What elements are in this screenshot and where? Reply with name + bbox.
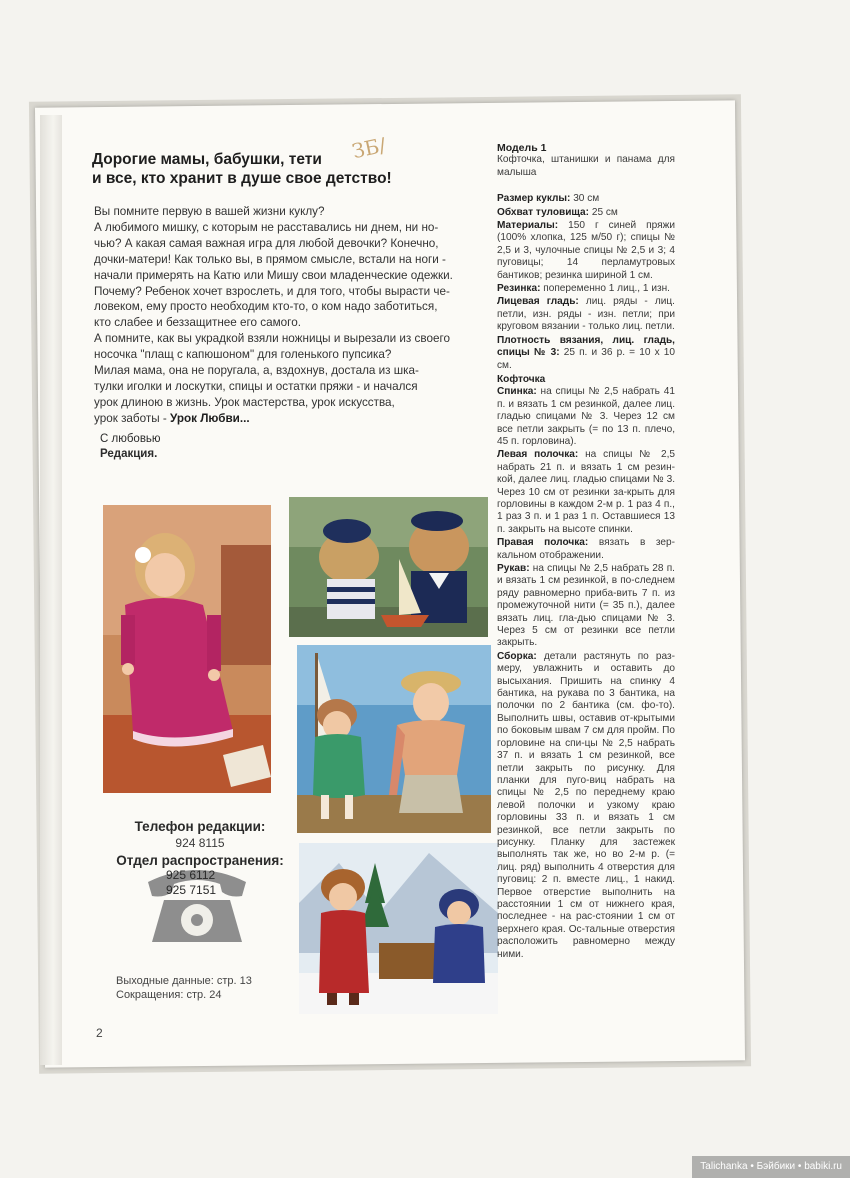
distribution-number-1: 925 6112 [166,868,216,882]
pencil-scribble: ЗБ/ [349,132,389,164]
intro-paragraph-1: Вы помните первую в вашей жизни куклу? А любимого мишку, с которым не расставались ни днем, ни но- чью? А какая самая важная игра для любой девочки? Конечно, дочки-матери! Как только вы, в прямом смысле, встали на ноги - начали примерять на Катю или Мишу свои младенческие одежки. Почему? Ребенок хочет взрослеть, и для того, чтобы вырасти че- ловеком, ему просто необходим кто-то, о ком надо заботиться, кто слабее и беззащитнее его самого. [94,205,453,330]
spec-materials [497,220,675,282]
step-text: на спицы № 2,5 набрать 21 п. и вязать 1 см резин-кой, далее лиц. гладью спицами № 3. Через 10 см от резинки за-крыть для горловины в каждом 2-м р. 1 раз 4 п., 1 раз 3 п. и 1 раз 1 п. Оставшиеся 13 п. закрыть на высоте спинки. [497,449,675,535]
model-title: Модель 1 [497,142,547,154]
spec-gauge [497,335,675,372]
section-cardigan: Кофточка [497,373,546,385]
intro-paragraph-2 [94,331,482,426]
intro-lesson-of-love: Урок Любви... [170,411,250,425]
step-label: Правая полочка: [497,537,589,549]
signature-with-love: С любовью [100,433,161,445]
photo-dolls-winter-scene [299,843,498,1014]
intro-text [94,204,482,427]
spec-stockinette [497,296,675,333]
photo-dolls-knitwear-sailboat [297,645,491,833]
model-instructions [497,142,675,962]
page-number: 2 [96,1026,103,1040]
step-text: вязать в зер-кальном отображении. [497,537,675,561]
step-label: Сборка: [497,650,537,662]
step-text: на спицы № 2,5 набрать 28 п. и вязать 1 см резинкой, в по-следнем ряду равномерно прибa-вить 7 п. из промежуточной нити (= 35 п.), далее вязать лиц. гла-дью спицами № 3. Через 5 см от резинки все петли закрыть. [497,563,675,649]
signature-editor: Редакция. [100,448,158,460]
headline-line-1: Дорогие мамы, бабушки, тети [92,151,322,168]
step-sleeve [497,563,675,650]
step-right-front [497,537,675,562]
step-text: детали растянуть по раз-меру, увлажнить и оставить до высыхания. Пришить на спинку 4 бантика, на рукава по 3 бантика, на полочки по 2 бантика (см. фо-то). Выполнить швы, оставив от-крытыми по боковым швам 7 см для пройм. По горловине на спи-цы № 2,5 набрать 37 п. и вязать 1 см резинкой, все петли закрыть по рисунку. Для планки для пуго-виц набрать на спицы № 2,5 по переднему краю левой полочки и узкому краю горловины 33 п. и вязать 1 см резинкой, все петли закрыть по рисунку. Планку для застежек выполнять так же, но во 2-м р. (= лиц. ряд) выполнить 4 отверстия для пуговиц: 2 п. вместе лиц., 1 накид. Первое отверстие выполнить на расстоянии 1 см от нижнего края, последнее - на рас-стоянии 1 см от верхнего края. Ос-тальные отверстия расположить равномерно между ними. [497,650,675,960]
intro-paragraph-2-text: А помните, как вы украдкой взяли ножницы и вырезали из своего носочка "плащ с капюшоном" для голенького пупсика? Милая мама, она не поругала, а, вздохнув, достала из шка- тулки иголки и лоскутки, спицы и остатки пряжи - и начался урок длиною в жизнь. Урок мастерства, урок искусства, урок заботы - [94,332,450,425]
spec-label: Материалы: [497,220,559,232]
page-headline [92,150,422,188]
distribution-label: Отдел распространения: [116,853,284,868]
spec-label: Плотность вязания, лиц. гладь, спицы № 3: [497,334,675,359]
spec-rib [497,283,675,295]
spec-doll-size [497,193,675,205]
distribution-numbers [166,868,216,898]
step-left-front [497,449,675,536]
references [116,974,252,1002]
spec-text: 25 см [589,206,618,218]
model-subtitle: Кофточка, штанишки и панама для малыша [497,154,675,178]
ref-abbreviations: Сокращения: стр. 24 [116,989,222,1001]
spec-label: Резинка: [497,283,541,295]
spec-label: Размер куклы: [497,193,571,205]
step-label: Левая полочка: [497,449,579,461]
spec-text: 25 п. и 36 р. = 10 х 10 см. [497,347,675,371]
photo-doll-pink-dress [103,505,271,793]
model-specs [497,193,675,372]
site-watermark: Talichanka • Бэйбики • babiki.ru [692,1156,850,1178]
phone-label: Телефон редакции: [134,819,266,834]
model-steps [497,386,675,961]
headline-line-2: и все, кто хранит в душе свое детство! [92,170,392,187]
spec-text: 30 см [570,193,600,205]
photo-teddy-bears-sailors [289,497,488,637]
step-label: Рукав: [497,563,530,574]
spec-text: лиц. ряды - лиц. петли, изн. ряды - изн. петли; при круговом вязании - только лиц. петли. [497,296,675,333]
phone-number: 924 8115 [175,836,225,850]
step-back [497,386,675,448]
spec-body-girth [497,207,675,219]
spec-label: Обхват туловища: [497,206,590,218]
spec-label: Лицевая гладь: [497,296,579,308]
signature-block [100,432,161,462]
spec-text: попеременно 1 лиц., 1 изн. [540,283,670,295]
page-spine [40,115,62,1065]
step-label: Спинка: [497,386,537,398]
step-text: на спицы № 2,5 набрать 41 п. и вязать 1 см резинкой, далее лиц. гладью спицами № 3. Через 12 см все петли закрыть (= по 13 п. плечо, 45 п. горловина). [497,386,675,447]
step-assembly [497,651,675,961]
distribution-number-2: 925 7151 [166,883,217,897]
spec-text: 150 г синей пряжи (100% хлопка, 125 м/50 г); спицы № 2,5 и 3, чулочные спицы № 2,5 и 3; 4 пуговицы; 14 перламутровых бантиков; резинка шириной 1 см. [497,220,675,281]
ref-output-data: Выходные данные: стр. 13 [116,975,252,987]
